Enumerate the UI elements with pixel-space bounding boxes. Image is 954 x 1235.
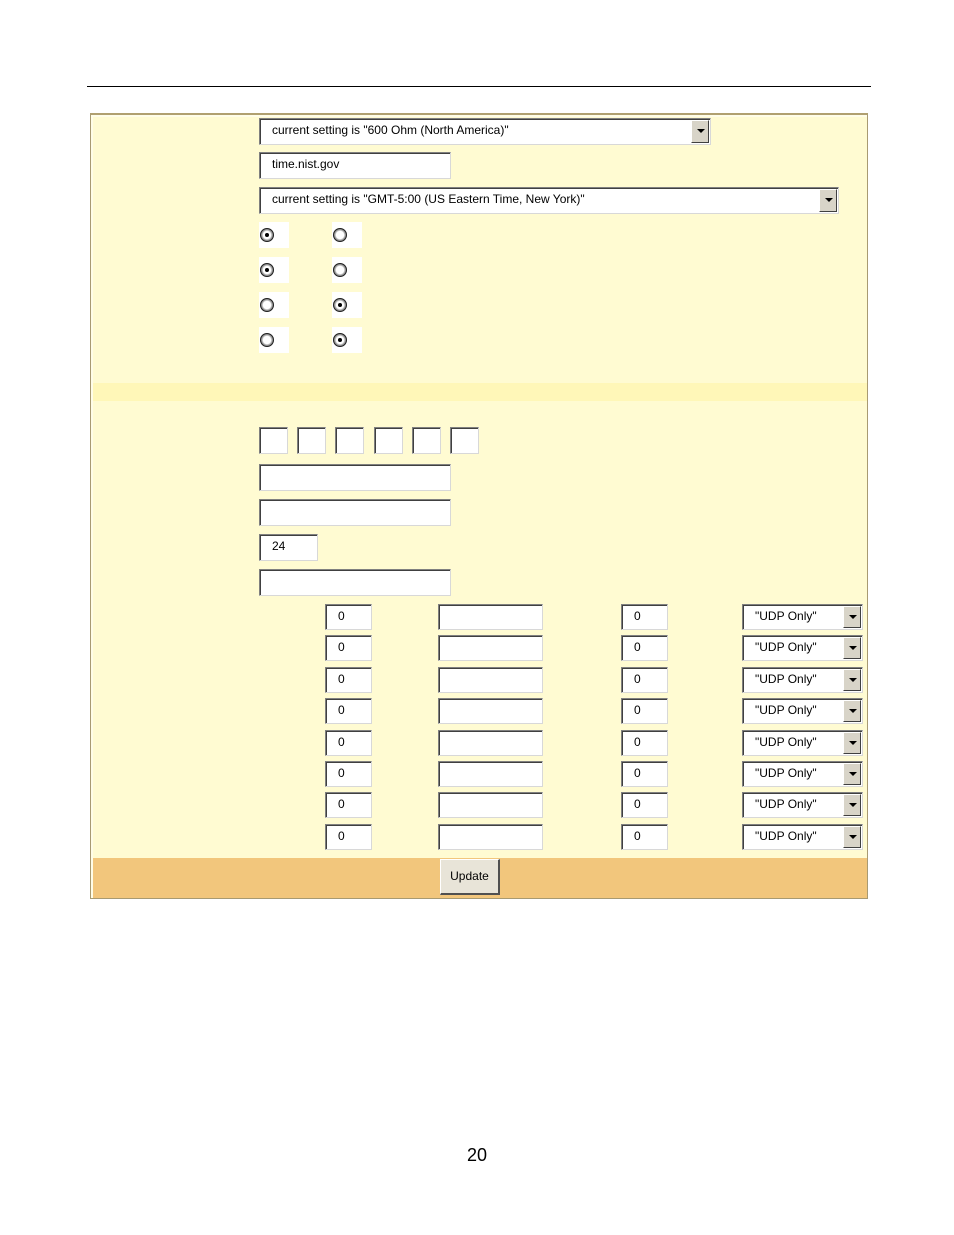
prefix-length-input[interactable]	[259, 534, 318, 561]
mac-octet-input[interactable]	[259, 427, 288, 454]
mac-octet-input[interactable]	[335, 427, 364, 454]
chevron-down-icon[interactable]	[843, 763, 861, 785]
radio-button-option-b[interactable]	[333, 333, 347, 347]
radio-cell	[332, 327, 362, 353]
remote-port-input[interactable]	[621, 604, 668, 630]
mac-octet-input[interactable]	[412, 427, 441, 454]
remote-address-input[interactable]	[438, 604, 543, 630]
remote-port-value: 0	[634, 797, 641, 812]
gateway-input[interactable]	[259, 499, 451, 526]
local-port-input[interactable]	[325, 730, 372, 756]
remote-port-value: 0	[634, 828, 641, 843]
remote-address-input[interactable]	[438, 792, 543, 818]
protocol-value: "UDP Only"	[755, 703, 817, 718]
local-port-input[interactable]	[325, 604, 372, 630]
remote-address-input[interactable]	[438, 667, 543, 693]
local-port-input[interactable]	[325, 761, 372, 787]
line-impedance-value: current setting is "600 Ohm (North America)"	[272, 123, 509, 137]
protocol-value: "UDP Only"	[755, 671, 817, 686]
radio-button-option-a[interactable]	[260, 228, 274, 242]
protocol-value: "UDP Only"	[755, 734, 817, 749]
local-port-value: 0	[338, 734, 345, 749]
remote-address-input[interactable]	[438, 635, 543, 661]
protocol-select[interactable]	[742, 698, 863, 724]
protocol-select[interactable]	[742, 824, 863, 850]
radio-cell	[259, 327, 289, 353]
protocol-value: "UDP Only"	[755, 609, 817, 623]
remote-address-input[interactable]	[438, 761, 543, 787]
remote-port-value: 0	[634, 734, 641, 749]
local-port-value: 0	[338, 828, 345, 843]
local-port-input[interactable]	[325, 635, 372, 661]
radio-cell	[259, 257, 289, 283]
radio-button-option-a[interactable]	[260, 298, 274, 312]
radio-button-option-b[interactable]	[333, 263, 347, 277]
section-divider-band	[93, 383, 867, 401]
remote-port-value: 0	[634, 609, 641, 623]
protocol-select[interactable]	[742, 667, 863, 693]
local-port-value: 0	[338, 797, 345, 812]
protocol-select[interactable]	[742, 604, 863, 630]
remote-port-input[interactable]	[621, 824, 668, 850]
protocol-select[interactable]	[742, 792, 863, 818]
dns-input[interactable]	[259, 569, 451, 596]
protocol-select[interactable]	[742, 730, 863, 756]
chevron-down-icon[interactable]	[843, 826, 861, 848]
local-port-input[interactable]	[325, 792, 372, 818]
timezone-select[interactable]	[259, 187, 839, 214]
chevron-down-icon[interactable]	[691, 120, 709, 143]
local-port-value: 0	[338, 671, 345, 686]
remote-port-value: 0	[634, 640, 641, 655]
radio-button-option-a[interactable]	[260, 333, 274, 347]
mac-octet-input[interactable]	[297, 427, 326, 454]
page-number: 20	[466, 1145, 488, 1165]
local-port-value: 0	[338, 703, 345, 718]
chevron-down-icon[interactable]	[843, 794, 861, 816]
protocol-value: "UDP Only"	[755, 828, 817, 843]
line-impedance-select[interactable]	[259, 118, 711, 145]
local-port-input[interactable]	[325, 667, 372, 693]
remote-port-input[interactable]	[621, 635, 668, 661]
radio-cell	[332, 292, 362, 318]
time-server-value: time.nist.gov	[272, 157, 340, 171]
local-port-value: 0	[338, 640, 345, 655]
radio-cell	[332, 257, 362, 283]
remote-port-value: 0	[634, 671, 641, 686]
radio-cell	[259, 222, 289, 248]
protocol-value: "UDP Only"	[755, 640, 817, 655]
section-band	[93, 117, 867, 383]
chevron-down-icon[interactable]	[843, 669, 861, 691]
protocol-value: "UDP Only"	[755, 766, 817, 780]
remote-port-value: 0	[634, 703, 641, 718]
remote-address-input[interactable]	[438, 698, 543, 724]
remote-address-input[interactable]	[438, 730, 543, 756]
remote-port-input[interactable]	[621, 698, 668, 724]
chevron-down-icon[interactable]	[843, 732, 861, 754]
remote-port-input[interactable]	[621, 667, 668, 693]
chevron-down-icon[interactable]	[843, 606, 861, 628]
radio-cell	[259, 292, 289, 318]
protocol-select[interactable]	[742, 635, 863, 661]
radio-button-option-b[interactable]	[333, 298, 347, 312]
radio-button-option-b[interactable]	[333, 228, 347, 242]
local-port-value: 0	[338, 609, 345, 623]
remote-port-input[interactable]	[621, 761, 668, 787]
remote-port-value: 0	[634, 766, 641, 780]
time-server-input[interactable]	[259, 152, 451, 179]
remote-port-input[interactable]	[621, 792, 668, 818]
protocol-value: "UDP Only"	[755, 797, 817, 812]
remote-address-input[interactable]	[438, 824, 543, 850]
local-port-value: 0	[338, 766, 345, 780]
chevron-down-icon[interactable]	[843, 700, 861, 722]
timezone-value: current setting is "GMT-5:00 (US Eastern Time, New York)"	[272, 192, 585, 206]
local-port-input[interactable]	[325, 824, 372, 850]
radio-button-option-a[interactable]	[260, 263, 274, 277]
prefix-length-value: 24	[272, 539, 286, 553]
remote-port-input[interactable]	[621, 730, 668, 756]
protocol-select[interactable]	[742, 761, 863, 787]
local-port-input[interactable]	[325, 698, 372, 724]
mac-octet-input[interactable]	[374, 427, 403, 454]
chevron-down-icon[interactable]	[843, 637, 861, 659]
update-button[interactable]: Update	[440, 859, 500, 895]
radio-cell	[332, 222, 362, 248]
chevron-down-icon[interactable]	[819, 189, 837, 212]
top-rule	[87, 86, 871, 87]
ip-address-input[interactable]	[259, 464, 451, 491]
settings-panel	[90, 113, 868, 899]
mac-octet-input[interactable]	[450, 427, 479, 454]
